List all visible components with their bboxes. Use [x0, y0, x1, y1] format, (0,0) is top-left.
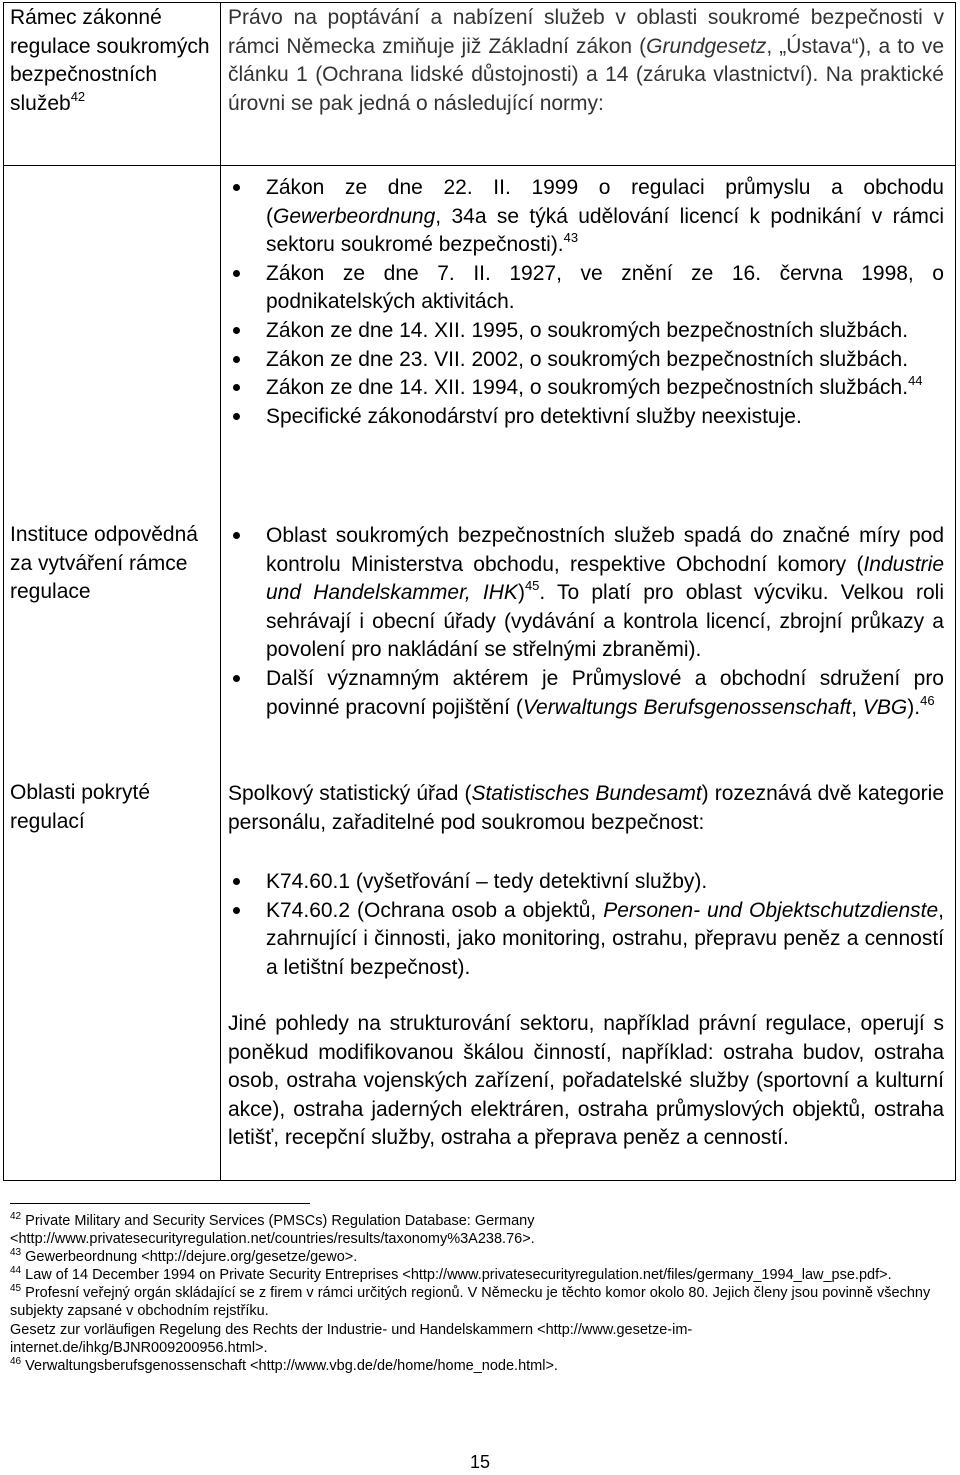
other-views-paragraph: Jiné pohledy na strukturování sektoru, například právní regulace, operují s poněkud modifikovanou škálou činností, například: ostraha budov, ostraha osob, ostraha vojenských zařízení, pořadatelské služby (sportovní a kulturní akce), ostraha jaderných elektráren, ostraha průmyslových objektů, ostraha letišť, recepční služby, ostraha a přeprava peněz a cenností. — [228, 1012, 944, 1150]
list-item: Oblast soukromých bezpečnostních služeb spadá do značné míry pod kontrolu Ministerstva obchodu, respektive Obchodní komory (Industrie und Handelskammer, IHK)$^{45}$. To platí pro oblast výcviku. Velkou roli sehrávají i obecní úřady (vydávání a kontrola licencí, zbrojní průkazy a povolení pro nakládání se střelnými zbraněmi). — [228, 522, 944, 665]
column-divider — [220, 3, 221, 1180]
row-divider — [4, 165, 955, 166]
footnotes — [10, 1212, 940, 1375]
footnote-44: $^{44}$ Law of 14 December 1994 on Private Security Entreprises <http://www.privatesecurityregulation.net/files/germany_1994_law_pse.pdf>. — [10, 1265, 892, 1284]
heading-regulatory-framework: Rámec zákonné regulace soukromých bezpečnostních služeb$^{42}$ — [10, 6, 210, 115]
heading-regulated-areas: Oblasti pokryté regulací — [10, 781, 151, 833]
categories-list — [228, 868, 944, 982]
footnote-46: $^{46}$ Verwaltungsberufsgenossenschaft <http://www.vbg.de/de/home/home_node.html>. — [10, 1355, 558, 1374]
list-item: Specifické zákonodárství pro detektivní služby neexistuje. — [228, 403, 944, 432]
list-item: Zákon ze dne 23. VII. 2002, o soukromých bezpečnostních službách. — [228, 346, 944, 375]
list-item: Zákon ze dne 22. II. 1999 o regulaci průmyslu a obchodu (Gewerbeordnung, 34a se týká udělování licencí k podnikání v rámci sektoru soukromé bezpečnosti).$^{43}$ — [228, 174, 944, 260]
institutions-list — [228, 522, 944, 722]
footnote-42: $^{42}$ Private Military and Security Services (PMSCs) Regulation Database: Germany <http://www.privatesecurityregulation.net/countries/results/taxonomy%3A238.76>. — [10, 1211, 535, 1248]
statistics-intro: Spolkový statistický úřad (Statistisches Bundesamt) rozeznává dvě kategorie personálu, zařaditelné pod soukromou bezpečnost: — [228, 782, 944, 834]
list-item: Zákon ze dne 14. XII. 1995, o soukromých bezpečnostních službách. — [228, 317, 944, 346]
legal-basis-paragraph: Právo na poptávání a nabízení služeb v oblasti soukromé bezpečnosti v rámci Německa zmiňuje již Základní zákon (Grundgesetz, „Ústava“), a to ve článku 1 (Ochrana lidské důstojnosti) a 14 (záruka vlastnictví). Na praktické úrovni se pak jedná o následující normy: — [228, 6, 944, 115]
list-item: Zákon ze dne 7. II. 1927, ve znění ze 16. června 1998, o podnikatelských aktivitách. — [228, 260, 944, 317]
list-item: Další významným aktérem je Průmyslové a obchodní sdružení pro povinné pracovní pojištění (Verwaltungs Berufsgenossenschaft, VBG).$^{46}$ — [228, 665, 944, 722]
laws-list — [228, 174, 944, 431]
list-item: Zákon ze dne 14. XII. 1994, o soukromých bezpečnostních službách.$^{44}$ — [228, 374, 944, 403]
list-item: K74.60.1 (vyšetřování – tedy detektivní služby). — [228, 868, 944, 897]
footnote-45-law: Gesetz zur vorläufigen Regelung des Rechts der Industrie- und Handelskammern <http://www.gesetze-im-internet.de/ihkg/BJNR009200956.html>. — [10, 1321, 693, 1356]
list-item: K74.60.2 (Ochrana osob a objektů, Personen- und Objektschutzdienste, zahrnující i činnosti, jako monitoring, ostrahu, přepravu peněz a cenností a letištní bezpečnost). — [228, 897, 944, 983]
footnote-45: $^{45}$ Profesní veřejný orgán skládající se z firem v rámci určitých regionů. V Německu je těchto komor okolo 80. Jejich členy jsou povinně všechny subjekty zapsané v obchodním rejstříku. — [10, 1283, 931, 1320]
footnote-43: $^{43}$ Gewerbeordnung <http://dejure.org/gesetze/gewo>. — [10, 1247, 358, 1266]
page-number: 15 — [470, 1452, 491, 1472]
footnote-separator — [10, 1203, 310, 1204]
heading-responsible-institution: Instituce odpovědná za vytváření rámce regulace — [10, 523, 198, 604]
